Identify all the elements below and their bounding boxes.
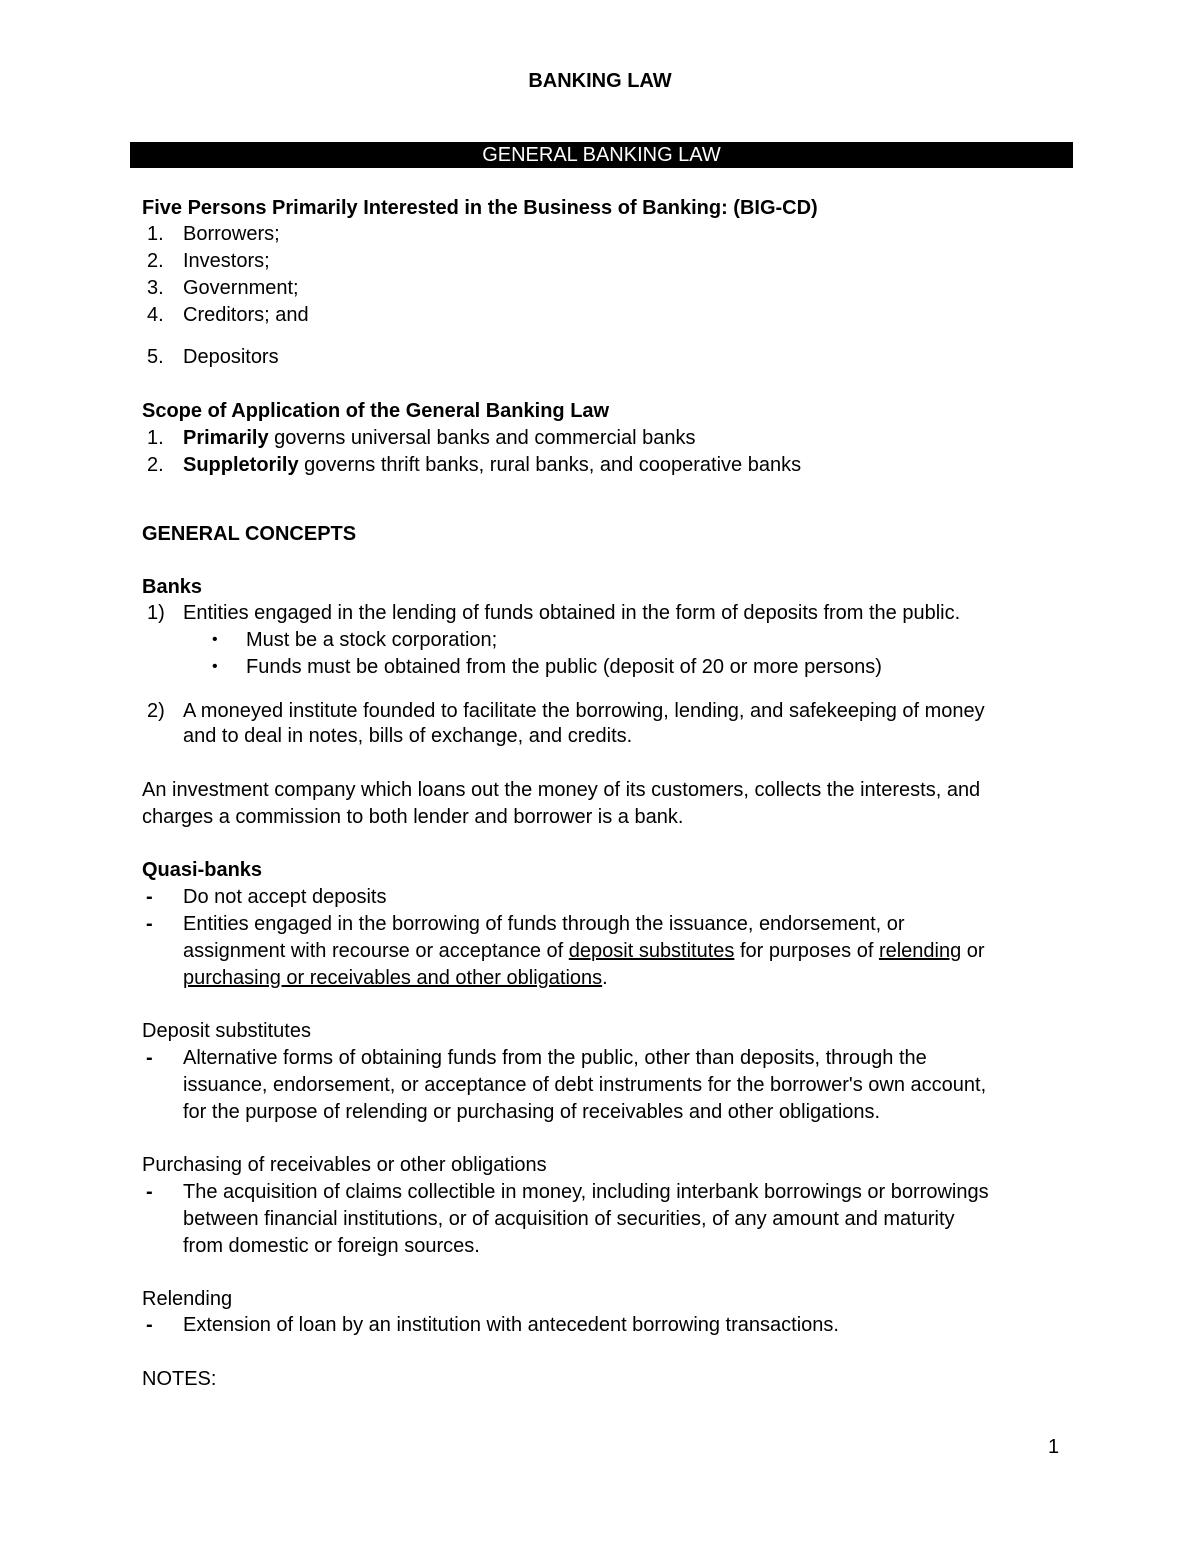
dash-marker: - (146, 913, 153, 935)
list-item: Extension of loan by an institution with antecedent borrowing transactions. (183, 1314, 839, 1336)
list-item: Depositors (183, 346, 279, 368)
text-run: for purposes of (734, 940, 879, 962)
list-item-continuation (183, 965, 608, 991)
dash-marker: - (146, 1047, 153, 1069)
relending-heading: Relending (142, 1288, 233, 1310)
page-number: 1 (1048, 1436, 1060, 1458)
list-number: 1. (147, 223, 164, 245)
list-item: Borrowers; (183, 223, 280, 245)
text-run: . (602, 967, 608, 989)
scope-term: Primarily (183, 427, 269, 449)
list-item: Do not accept deposits (183, 886, 387, 908)
deposit-substitutes-heading: Deposit substitutes (142, 1020, 311, 1042)
scope-text: governs thrift banks, rural banks, and cooperative banks (298, 454, 802, 476)
five-persons-heading: Five Persons Primarily Interested in the Business of Banking: (BIG-CD) (142, 197, 818, 219)
paragraph-line: charges a commission to both lender and borrower is a bank. (142, 806, 684, 828)
underlined-term: deposit substitutes (568, 940, 735, 962)
bullet-item: Must be a stock corporation; (246, 629, 498, 651)
bullet-icon: • (212, 658, 218, 675)
list-number: 1) (147, 602, 165, 624)
list-item: Government; (183, 277, 299, 299)
section-header-bar: GENERAL BANKING LAW (130, 142, 1073, 168)
general-concepts-heading: GENERAL CONCEPTS (142, 523, 357, 545)
bullet-icon: • (212, 631, 218, 648)
dash-marker: - (146, 1314, 153, 1336)
paragraph-line: An investment company which loans out the money of its customers, collects the interests, and (142, 779, 981, 801)
underlined-term: purchasing or receivables and other obligations (183, 967, 603, 989)
banks-heading: Banks (142, 576, 203, 598)
list-item-continuation: from domestic or foreign sources. (183, 1235, 480, 1257)
underlined-term: relending (878, 940, 962, 962)
list-item-continuation: for the purpose of relending or purchasing of receivables and other obligations. (183, 1101, 881, 1123)
list-item: Creditors; and (183, 304, 309, 326)
list-number: 2. (147, 454, 164, 476)
quasi-banks-heading: Quasi-banks (142, 859, 263, 881)
list-item: Alternative forms of obtaining funds from the public, other than deposits, through the (183, 1047, 927, 1069)
list-item-continuation (183, 938, 985, 964)
list-item-continuation: and to deal in notes, bills of exchange, and credits. (183, 725, 633, 747)
list-number: 2) (147, 700, 165, 722)
list-item-continuation: between financial institutions, or of acquisition of securities, of any amount and maturity (183, 1208, 955, 1230)
document-title: BANKING LAW (528, 70, 672, 92)
bullet-item: Funds must be obtained from the public (deposit of 20 or more persons) (246, 656, 882, 678)
list-number: 5. (147, 346, 164, 368)
scope-heading: Scope of Application of the General Banking Law (142, 400, 610, 422)
list-item: The acquisition of claims collectible in money, including interbank borrowings or borrowings (183, 1181, 989, 1203)
list-item: Entities engaged in the lending of funds obtained in the form of deposits from the public. (183, 602, 961, 624)
list-number: 2. (147, 250, 164, 272)
list-number: 4. (147, 304, 164, 326)
list-number: 1. (147, 427, 164, 449)
list-item (183, 425, 695, 451)
list-number: 3. (147, 277, 164, 299)
scope-term: Suppletorily (183, 454, 299, 476)
dash-marker: - (146, 886, 153, 908)
scope-text: governs universal banks and commercial banks (268, 427, 696, 449)
dash-marker: - (146, 1181, 153, 1203)
list-item: A moneyed institute founded to facilitate the borrowing, lending, and safekeeping of money (183, 700, 985, 722)
notes-label: NOTES: (142, 1368, 217, 1390)
list-item: Entities engaged in the borrowing of funds through the issuance, endorsement, or (183, 913, 905, 935)
purchasing-heading: Purchasing of receivables or other obligations (142, 1154, 547, 1176)
text-run: or (961, 940, 985, 962)
text-run: assignment with recourse or acceptance of (183, 940, 569, 962)
list-item: Investors; (183, 250, 270, 272)
list-item (183, 452, 801, 478)
list-item-continuation: issuance, endorsement, or acceptance of debt instruments for the borrower's own account, (183, 1074, 987, 1096)
